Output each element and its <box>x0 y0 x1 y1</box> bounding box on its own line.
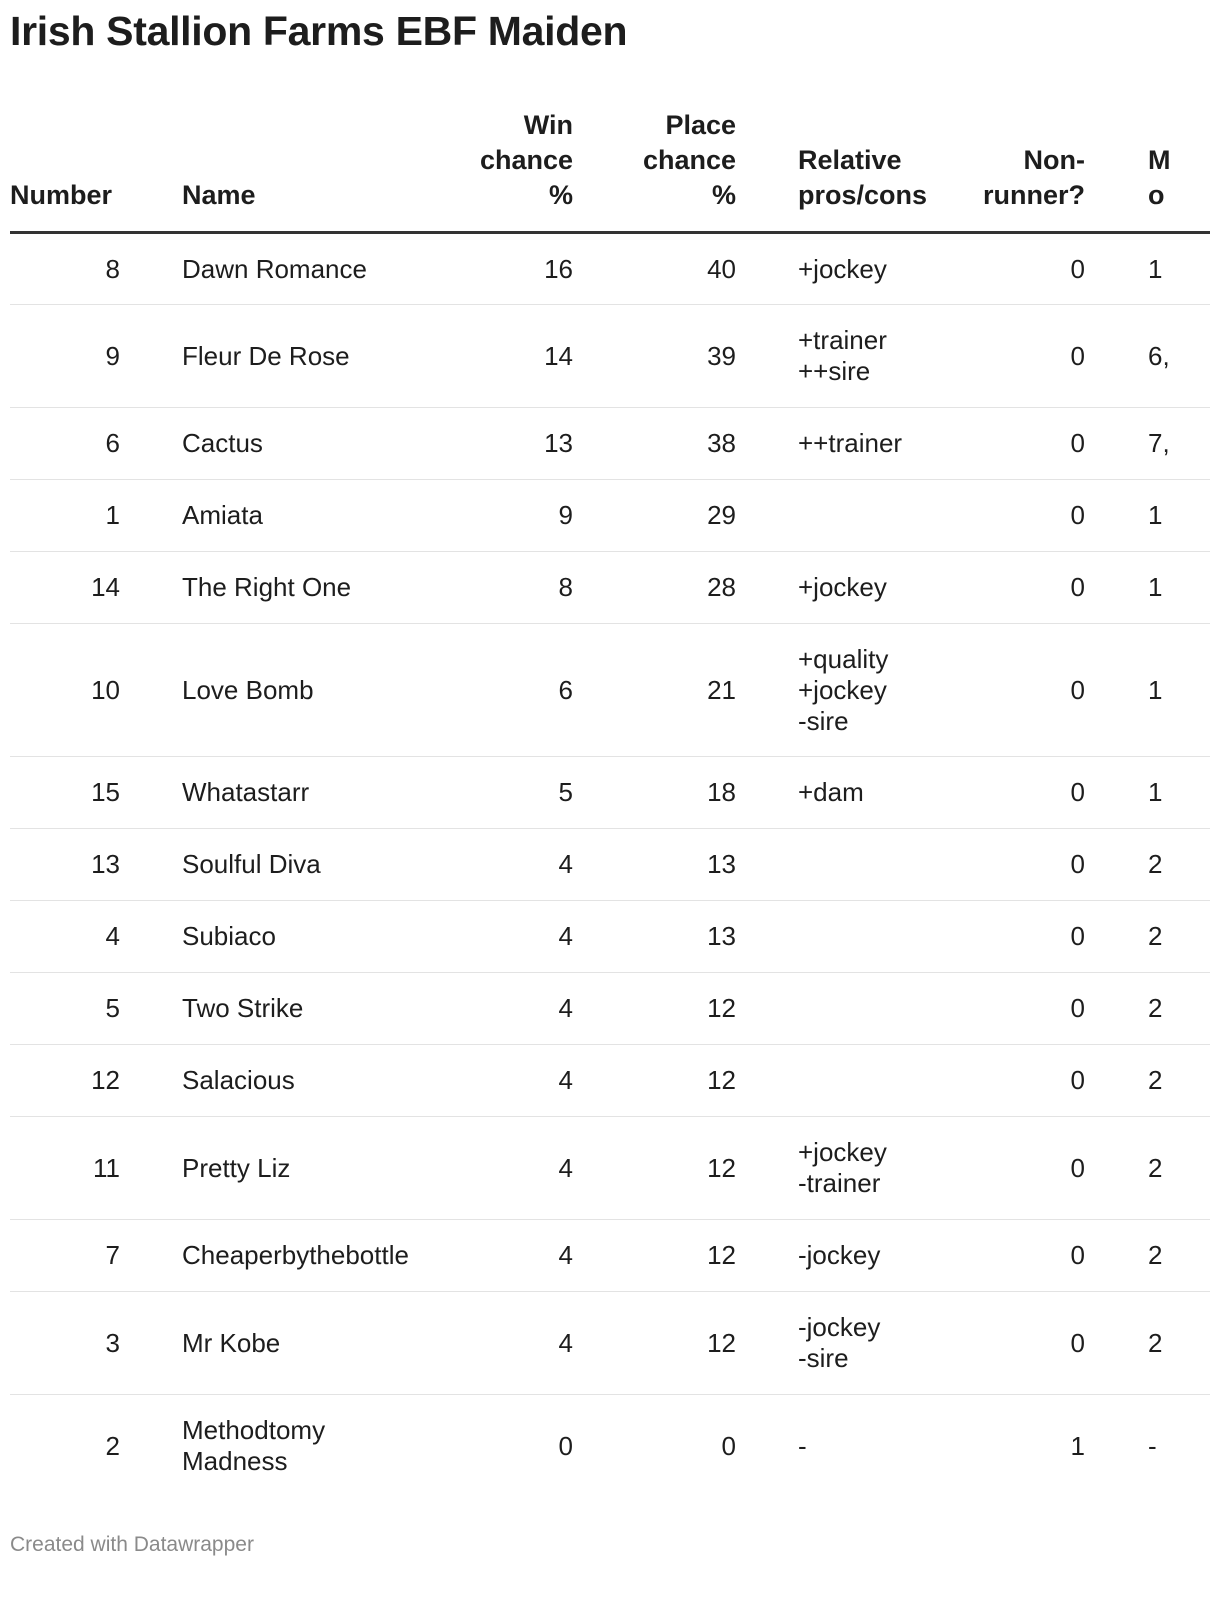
column-header-pros-cons[interactable]: Relative pros/cons <box>736 108 939 233</box>
table-row <box>10 829 1210 901</box>
cell-name: Two Strike <box>120 973 418 1045</box>
cell-number: 8 <box>10 233 120 305</box>
cell-name: Mr Kobe <box>120 1292 418 1395</box>
cell-win-chance: 4 <box>418 901 573 973</box>
cell-pros-cons <box>736 829 939 901</box>
table-row <box>10 901 1210 973</box>
cell-name: Fleur De Rose <box>120 305 418 408</box>
table-title: Irish Stallion Farms EBF Maiden <box>10 8 628 54</box>
cell-place-chance: 12 <box>573 1045 736 1117</box>
cell-more: 2 <box>1085 1292 1210 1395</box>
cell-non-runner: 0 <box>939 480 1085 552</box>
cell-name: The Right One <box>120 552 418 624</box>
cell-more: 1 <box>1085 624 1210 757</box>
cell-place-chance: 39 <box>573 305 736 408</box>
cell-place-chance: 18 <box>573 757 736 829</box>
cell-non-runner: 0 <box>939 757 1085 829</box>
table-viewport[interactable] <box>10 108 1210 1550</box>
cell-non-runner: 0 <box>939 624 1085 757</box>
cell-more: 2 <box>1085 973 1210 1045</box>
cell-number: 5 <box>10 973 120 1045</box>
cell-pros-cons: +jockey -trainer <box>736 1117 939 1220</box>
cell-more: 2 <box>1085 901 1210 973</box>
cell-win-chance: 8 <box>418 552 573 624</box>
cell-win-chance: 4 <box>418 1117 573 1220</box>
table-row <box>10 973 1210 1045</box>
table-row <box>10 233 1210 305</box>
cell-pros-cons: -jockey <box>736 1220 939 1292</box>
cell-name: Subiaco <box>120 901 418 973</box>
cell-pros-cons: +dam <box>736 757 939 829</box>
cell-number: 12 <box>10 1045 120 1117</box>
table-row <box>10 552 1210 624</box>
runners-table <box>10 108 1210 1498</box>
table-row <box>10 1117 1210 1220</box>
cell-number: 3 <box>10 1292 120 1395</box>
cell-non-runner: 0 <box>939 233 1085 305</box>
column-header-more[interactable]: M o <box>1085 108 1210 233</box>
cell-more: 7, <box>1085 408 1210 480</box>
cell-place-chance: 21 <box>573 624 736 757</box>
cell-name: Salacious <box>120 1045 418 1117</box>
table-row <box>10 1220 1210 1292</box>
cell-name: Love Bomb <box>120 624 418 757</box>
cell-non-runner: 0 <box>939 552 1085 624</box>
cell-win-chance: 14 <box>418 305 573 408</box>
cell-non-runner: 0 <box>939 829 1085 901</box>
cell-name: Amiata <box>120 480 418 552</box>
cell-number: 11 <box>10 1117 120 1220</box>
cell-non-runner: 0 <box>939 1292 1085 1395</box>
cell-place-chance: 13 <box>573 901 736 973</box>
cell-number: 15 <box>10 757 120 829</box>
cell-name: Cheaperbythebottle <box>120 1220 418 1292</box>
cell-non-runner: 0 <box>939 1220 1085 1292</box>
cell-pros-cons: - <box>798 1430 807 1461</box>
cell-win-chance: 5 <box>418 757 573 829</box>
cell-non-runner: 0 <box>939 1117 1085 1220</box>
cell-more: 1 <box>1085 233 1210 305</box>
header-row <box>10 108 1210 233</box>
column-header-non-runner[interactable]: Non- runner? <box>939 108 1085 233</box>
cell-more: - <box>1148 1430 1157 1461</box>
cell-more: 2 <box>1085 1117 1210 1220</box>
cell-non-runner: 0 <box>939 408 1085 480</box>
cell-pros-cons: -jockey -sire <box>736 1292 939 1395</box>
cell-pros-cons: +trainer ++sire <box>736 305 939 408</box>
cell-non-runner: 1 <box>1070 1430 1085 1461</box>
cell-non-runner: 0 <box>939 1045 1085 1117</box>
cell-non-runner: 0 <box>939 305 1085 408</box>
table-row <box>10 408 1210 480</box>
cell-win-chance: 4 <box>418 973 573 1045</box>
table-row <box>10 1395 1210 1498</box>
cell-number: 2 <box>105 1430 120 1461</box>
cell-pros-cons: +jockey <box>736 233 939 305</box>
cell-number: 4 <box>10 901 120 973</box>
cell-win-chance: 6 <box>418 624 573 757</box>
cell-win-chance: 4 <box>418 1220 573 1292</box>
cell-win-chance: 9 <box>418 480 573 552</box>
cell-name: Methodtomy Madness <box>182 1415 326 1477</box>
cell-place-chance: 29 <box>573 480 736 552</box>
cell-win-chance: 0 <box>558 1430 573 1461</box>
cell-non-runner: 0 <box>939 901 1085 973</box>
cell-name: Soulful Diva <box>120 829 418 901</box>
cell-number: 9 <box>10 305 120 408</box>
cell-more: 2 <box>1085 1045 1210 1117</box>
cell-place-chance: 13 <box>573 829 736 901</box>
table-row <box>10 1045 1210 1117</box>
table-body <box>10 233 1210 1498</box>
cell-place-chance: 12 <box>573 973 736 1045</box>
cell-more: 1 <box>1085 480 1210 552</box>
cell-win-chance: 4 <box>418 1045 573 1117</box>
cell-more: 6, <box>1085 305 1210 408</box>
table-row <box>10 757 1210 829</box>
cell-name: Cactus <box>120 408 418 480</box>
cell-pros-cons: +jockey <box>736 552 939 624</box>
cell-place-chance: 12 <box>573 1117 736 1220</box>
cell-pros-cons <box>736 1045 939 1117</box>
column-header-place-chance[interactable]: Place chance % <box>573 108 736 233</box>
cell-more: 1 <box>1085 552 1210 624</box>
cell-place-chance: 12 <box>573 1292 736 1395</box>
cell-more: 1 <box>1085 757 1210 829</box>
cell-name: Pretty Liz <box>120 1117 418 1220</box>
table-row <box>10 624 1210 757</box>
column-header-number[interactable]: Number <box>10 108 120 233</box>
cell-pros-cons: +quality +jockey -sire <box>736 624 939 757</box>
cell-pros-cons <box>736 480 939 552</box>
cell-place-chance: 28 <box>573 552 736 624</box>
cell-win-chance: 4 <box>418 829 573 901</box>
cell-win-chance: 16 <box>418 233 573 305</box>
table-row <box>10 480 1210 552</box>
cell-pros-cons <box>736 973 939 1045</box>
cell-more: 2 <box>1085 1220 1210 1292</box>
table-row <box>10 305 1210 408</box>
cell-pros-cons <box>736 901 939 973</box>
cell-more: 2 <box>1085 829 1210 901</box>
cell-number: 7 <box>10 1220 120 1292</box>
column-header-win-chance[interactable]: Win chance % <box>418 108 573 233</box>
cell-place-chance: 12 <box>573 1220 736 1292</box>
datawrapper-credit[interactable]: Created with Datawrapper <box>10 1533 254 1556</box>
table-row <box>10 1292 1210 1395</box>
cell-number: 1 <box>10 480 120 552</box>
column-header-name[interactable]: Name <box>120 108 418 233</box>
cell-win-chance: 4 <box>418 1292 573 1395</box>
cell-number: 6 <box>10 408 120 480</box>
cell-number: 14 <box>10 552 120 624</box>
cell-number: 10 <box>10 624 120 757</box>
cell-place-chance: 0 <box>721 1430 736 1461</box>
cell-win-chance: 13 <box>418 408 573 480</box>
cell-place-chance: 40 <box>573 233 736 305</box>
cell-name: Dawn Romance <box>120 233 418 305</box>
cell-place-chance: 38 <box>573 408 736 480</box>
cell-pros-cons: ++trainer <box>736 408 939 480</box>
cell-non-runner: 0 <box>939 973 1085 1045</box>
cell-name: Whatastarr <box>120 757 418 829</box>
cell-number: 13 <box>10 829 120 901</box>
